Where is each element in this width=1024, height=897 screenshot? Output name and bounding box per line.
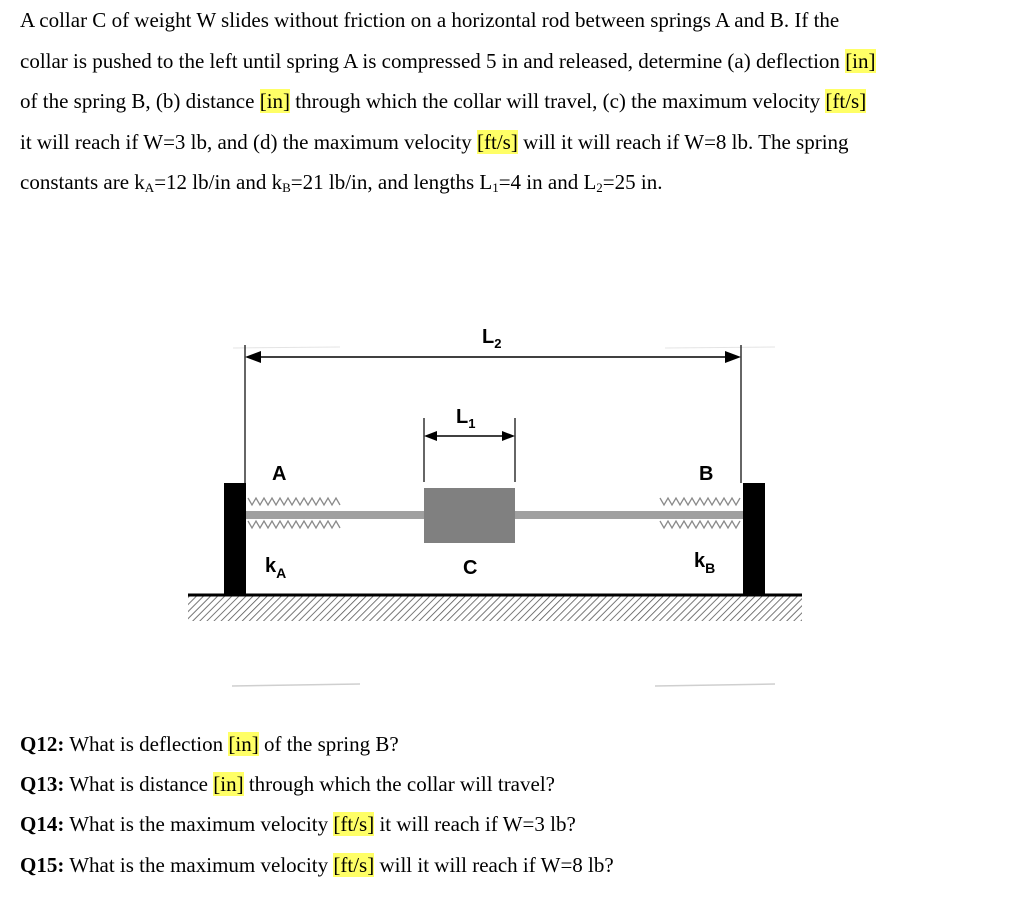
label-L1: $L_1$ bbox=[456, 406, 476, 431]
question-number: Q14: bbox=[20, 812, 65, 837]
artifact-line bbox=[232, 684, 360, 686]
question-text: What is deflection bbox=[64, 732, 229, 756]
problem-line-5 bbox=[20, 162, 1010, 209]
collar-C bbox=[424, 488, 515, 543]
unit-highlight: [in] bbox=[845, 48, 876, 73]
left-wall bbox=[224, 483, 246, 595]
question-q13 bbox=[20, 764, 1010, 804]
ground-hatch bbox=[188, 595, 802, 621]
arrow-left-icon bbox=[424, 431, 437, 441]
label-kB: $k_B$ bbox=[694, 550, 716, 576]
question-q14 bbox=[20, 804, 1010, 844]
problem-text: =12 lb/in and k bbox=[154, 170, 283, 194]
unit-highlight: [ft/s] bbox=[333, 852, 375, 877]
artifact-line bbox=[233, 347, 340, 348]
question-text: What is the maximum velocity bbox=[64, 852, 334, 877]
subscript: A bbox=[144, 180, 155, 195]
problem-text: =4 in and L bbox=[498, 170, 597, 194]
label-C: C bbox=[463, 557, 478, 579]
arrow-left-icon bbox=[245, 351, 261, 363]
label-L2: $L_2$ bbox=[482, 326, 502, 351]
question-number: Q15: bbox=[20, 852, 65, 877]
problem-text: constants are k bbox=[20, 170, 145, 194]
unit-highlight: [in] bbox=[228, 732, 259, 756]
question-text: What is distance bbox=[64, 772, 214, 797]
problem-text: of the spring B, (b) distance bbox=[20, 89, 260, 113]
problem-line-1 bbox=[20, 0, 1010, 41]
artifact-line bbox=[655, 684, 775, 686]
spring-collar-diagram bbox=[0, 300, 1024, 700]
subscript: 1 bbox=[492, 180, 499, 195]
question-text: What is the maximum velocity bbox=[64, 812, 334, 837]
label-kA: $k_A$ bbox=[265, 555, 287, 581]
unit-highlight: [ft/s] bbox=[333, 812, 375, 837]
question-q12 bbox=[20, 724, 1010, 764]
problem-line-2 bbox=[20, 41, 1010, 82]
problem-text: collar is pushed to the left until spring A is compressed 5 in and released, determine (a) deflection bbox=[20, 48, 846, 73]
arrow-right-icon bbox=[502, 431, 515, 441]
question-text: of the spring B? bbox=[258, 732, 399, 756]
unit-highlight: [ft/s] bbox=[825, 89, 867, 113]
question-q15 bbox=[20, 845, 1010, 885]
question-number: Q13: bbox=[20, 772, 65, 797]
question-list bbox=[20, 724, 1010, 885]
question-text: through which the collar will travel? bbox=[243, 772, 555, 797]
problem-statement bbox=[20, 0, 1010, 209]
unit-highlight: [in] bbox=[259, 89, 291, 113]
question-text: it will reach if W=3 lb? bbox=[374, 812, 576, 837]
unit-highlight: [ft/s] bbox=[477, 129, 518, 154]
problem-text: through which the collar will travel, (c) the maximum velocity bbox=[290, 89, 826, 113]
problem-text: =25 in. bbox=[602, 170, 663, 194]
problem-text: will it will reach if W=8 lb. The spring bbox=[517, 129, 849, 154]
subscript: B bbox=[282, 180, 291, 195]
artifact-line bbox=[665, 347, 775, 348]
question-text: will it will reach if W=8 lb? bbox=[374, 852, 614, 877]
arrow-right-icon bbox=[725, 351, 741, 363]
subscript: 2 bbox=[596, 180, 603, 195]
problem-text: A collar C of weight W slides without friction on a horizontal rod between springs A and B. If the bbox=[20, 8, 840, 32]
problem-line-4 bbox=[20, 122, 1010, 163]
problem-line-3 bbox=[20, 81, 1010, 122]
unit-highlight: [in] bbox=[213, 772, 244, 797]
problem-text: =21 lb/in, and lengths L bbox=[290, 170, 493, 194]
label-B: B bbox=[699, 463, 714, 485]
question-number: Q12: bbox=[20, 732, 65, 756]
problem-text: it will reach if W=3 lb, and (d) the maximum velocity bbox=[20, 129, 478, 154]
label-A: A bbox=[272, 463, 287, 485]
right-wall bbox=[743, 483, 765, 595]
